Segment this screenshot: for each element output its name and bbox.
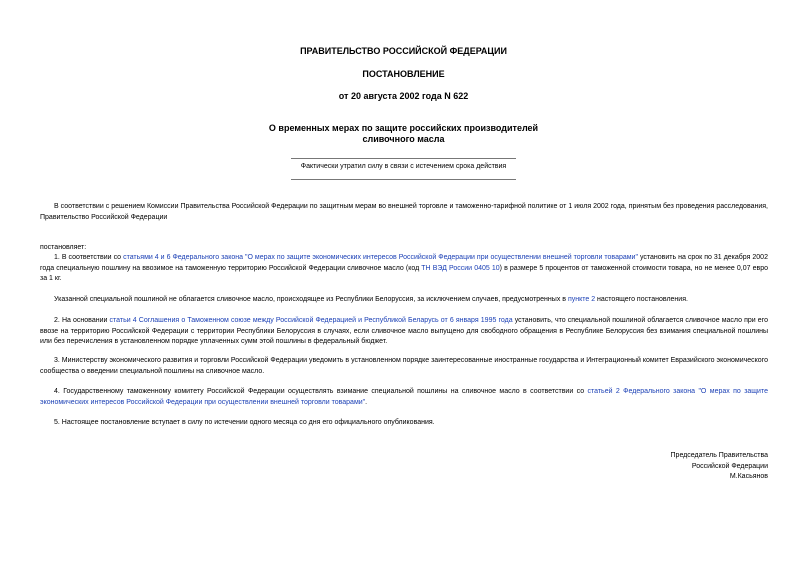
clause-2-link[interactable]: пункте 2: [567, 296, 596, 303]
signature-position: Председатель Правительства: [670, 452, 768, 459]
customs-union-agreement-link[interactable]: статьи 4 Соглашения о Таможенном союзе между Российской Федерацией и Республикой Беларусь от 6 января 1995 года: [109, 317, 513, 324]
paragraph-1-suffix: ) в размере 5 процентов от таможенной стоимости товара, но не менее 0,07 евро за 1 кг.: [40, 264, 768, 282]
paragraph-1-middle: установить на срок по 31 декабря 2002 года специальную пошлину на ввозимое на таможенную территорию Российской Федерации сливочное масло (код: [40, 254, 768, 272]
paragraph-2-prefix: 2. На основании: [54, 317, 110, 324]
document-type-heading: ПОСТАНОВЛЕНИЕ: [362, 69, 445, 79]
paragraph-1-note-suffix: настоящего постановления.: [595, 296, 688, 303]
signature-organization: Российской Федерации: [691, 462, 768, 470]
paragraph-1: [40, 253, 768, 285]
paragraph-4-prefix: 4. Государственному таможенному комитету Российской Федерации осуществлять взимание специальной пошлины на сливочное масло в соответствии со: [54, 388, 588, 395]
law-article-2-link[interactable]: статьей 2 Федерального закона "О мерах по защите экономических интересов Российской Федерации при осуществлении внешней торговли товарами": [40, 388, 768, 406]
paragraph-2-suffix: установить, что специальной пошлиной облагается сливочное масло при его ввозе на территорию Российской Федерации с территории Республики Белоруссия в случаях, если сливочное масло выпущено для свободного обращения в Республике Белоруссия без взимания специальной пошлины или без перечисления в установленном порядке уплаченных сумм этой пошлины в федеральный бюджет.: [40, 317, 768, 345]
title-line-2: сливочного масла: [362, 134, 445, 144]
signature-name: М.Касьянов: [729, 473, 768, 480]
paragraph-3: 3. Министерству экономического развития и торговли Российской Федерации уведомить в установленном порядке заинтересованные иностранные государства и Интеграционный комитет Евразийского экономического сообщества о введении специальной пошлины на сливочное масло.: [40, 357, 768, 375]
law-articles-4-6-link[interactable]: статьями 4 и 6 Федерального закона "О мерах по защите экономических интересов Российской Федерации при осуществлении внешней торговли товарами": [123, 254, 638, 261]
intro-paragraph: В соответствии с решением Комиссии Правительства Российской Федерации по защитным мерам во внешней торговле и таможенно-тарифной политике от 1 июля 2002 года, принятым без проведения расследования, Правительство Российской Федерации: [40, 203, 768, 221]
decrees-label: постановляет:: [40, 244, 87, 251]
title-line-1: О временных мерах по защите российских производителей: [268, 123, 539, 133]
date-number-heading: от 20 августа 2002 года N 622: [338, 91, 469, 101]
paragraph-1-note: [40, 295, 768, 306]
paragraph-1-prefix: 1. В соответствии со: [54, 254, 124, 261]
government-heading: ПРАВИТЕЛЬСТВО РОССИЙСКОЙ ФЕДЕРАЦИИ: [300, 46, 507, 56]
paragraph-5: 5. Настоящее постановление вступает в силу по истечении одного месяца со дня его официального опубликования.: [54, 419, 435, 426]
paragraph-4-suffix: .: [365, 398, 368, 406]
tn-ved-code-link[interactable]: ТН ВЭД России 0405 10: [421, 264, 500, 272]
document-title: [0, 123, 807, 145]
status-note-bottom-divider: [291, 179, 516, 180]
paragraph-2: [40, 316, 768, 348]
paragraph-4: [40, 387, 768, 408]
status-note: Фактически утратил силу в связи с истечением срока действия: [300, 163, 507, 170]
status-note-top-divider: [291, 158, 516, 159]
signature-block: [671, 451, 768, 483]
paragraph-1-note-prefix: Указанной специальной пошлиной не облагается сливочное масло, происходящее из Республики Белоруссия, за исключением случаев, предусмотренных в: [54, 296, 568, 303]
